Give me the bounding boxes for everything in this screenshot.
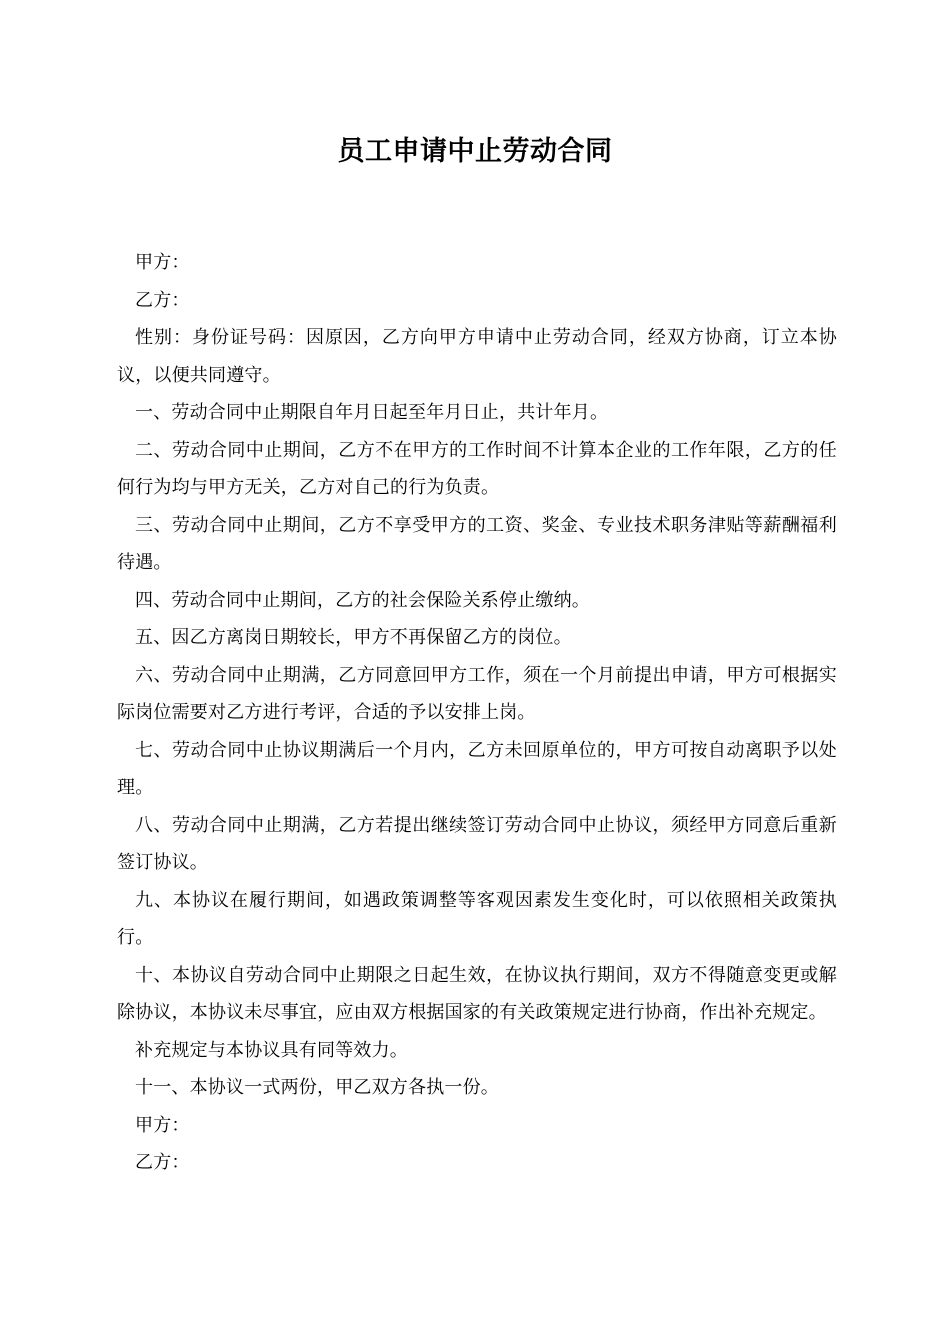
party-b-line: 乙方：	[135, 289, 190, 311]
supplement-note: 补充规定与本协议具有同等效力。	[135, 1039, 408, 1061]
clause-10: 十、本协议自劳动合同中止期限之日起生效，在协议执行期间，双方不得随意变更或解除协议，本协议未尽事宜，应由双方根据国家的有关政策规定进行协商，作出补充规定。	[117, 964, 837, 1023]
clause-1: 一、劳动合同中止期限自年月日起至年月日止，共计年月。	[135, 402, 609, 423]
clause-8: 八、劳动合同中止期满，乙方若提出继续签订劳动合同中止协议，须经甲方同意后重新签订协议。	[117, 814, 837, 873]
clause-11: 十一、本协议一式两份，甲乙双方各执一份。	[135, 1077, 499, 1098]
signature-party-a: 甲方：	[135, 1114, 190, 1136]
document-body	[117, 244, 837, 1182]
clause-2: 二、劳动合同中止期间，乙方不在甲方的工作时间不计算本企业的工作年限，乙方的任何行为均与甲方无关，乙方对自己的行为负责。	[117, 439, 837, 498]
clause-5: 五、因乙方离岗日期较长，甲方不再保留乙方的岗位。	[135, 627, 572, 648]
document-title: 员工申请中止劳动合同	[337, 136, 613, 167]
preamble-paragraph: 性别：身份证号码：因原因，乙方向甲方申请中止劳动合同，经双方协商，订立本协议，以便共同遵守。	[117, 327, 837, 386]
clause-9: 九、本协议在履行期间，如遇政策调整等客观因素发生变化时，可以依照相关政策执行。	[117, 889, 837, 948]
clause-7: 七、劳动合同中止协议期满后一个月内，乙方未回原单位的，甲方可按自动离职予以处理。	[117, 739, 837, 798]
signature-party-b: 乙方：	[135, 1152, 190, 1173]
party-a-line: 甲方：	[135, 252, 190, 273]
clause-4: 四、劳动合同中止期间，乙方的社会保险关系停止缴纳。	[135, 589, 590, 611]
clause-6: 六、劳动合同中止期满，乙方同意回甲方工作，须在一个月前提出申请，甲方可根据实际岗位需要对乙方进行考评，合适的予以安排上岗。	[117, 664, 837, 723]
clause-3: 三、劳动合同中止期间，乙方不享受甲方的工资、奖金、专业技术职务津贴等薪酬福利待遇。	[117, 514, 837, 573]
